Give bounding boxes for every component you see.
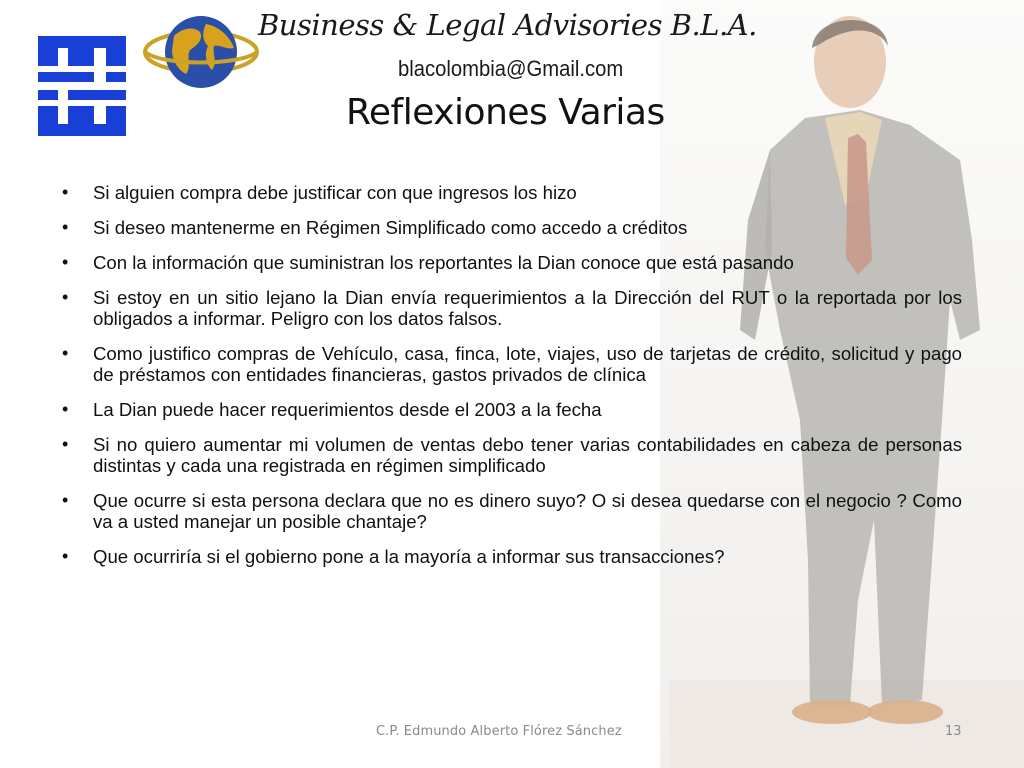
slide-title: Reflexiones Varias	[346, 92, 665, 133]
page-number: 13	[945, 724, 962, 739]
bullet-item: • Que ocurriría si el gobierno pone a la mayoría a informar sus transacciones?	[62, 546, 962, 567]
bullet-item: • Si deseo mantenerme en Régimen Simplificado como accedo a créditos	[62, 217, 962, 238]
globe-icon	[142, 6, 260, 98]
bullet-item: • Si estoy en un sitio lejano la Dian envía requerimientos a la Dirección del RUT o la reportada por los obligados a informar. Peligro con los datos falsos.	[62, 287, 962, 329]
bullet-item: • Si no quiero aumentar mi volumen de ventas debo tener varias contabilidades en cabeza de personas distintas y cada una registrada en régimen simplificado	[62, 434, 962, 476]
company-email: blacolombia@Gmail.com	[398, 56, 624, 81]
bullet-list	[62, 182, 962, 581]
company-logo	[34, 36, 128, 136]
bullet-item: • Que ocurre si esta persona declara que no es dinero suyo? O si desea quedarse con el negocio ? Como va a usted manejar un posible chantaje?	[62, 490, 962, 532]
bullet-item: • La Dian puede hacer requerimientos desde el 2003 a la fecha	[62, 399, 962, 420]
footer-author: C.P. Edmundo Alberto Flórez Sánchez	[376, 724, 622, 739]
bullet-item: • Con la información que suministran los reportantes la Dian conoce que está pasando	[62, 252, 962, 273]
bullet-item: • Como justifico compras de Vehículo, casa, finca, lote, viajes, uso de tarjetas de crédito, solicitud y pago de préstamos con entidades financieras, gastos privados de clínica	[62, 343, 962, 385]
bullet-item: • Si alguien compra debe justificar con que ingresos los hizo	[62, 182, 962, 203]
company-name: Business & Legal Advisories B.L.A.	[258, 8, 757, 42]
